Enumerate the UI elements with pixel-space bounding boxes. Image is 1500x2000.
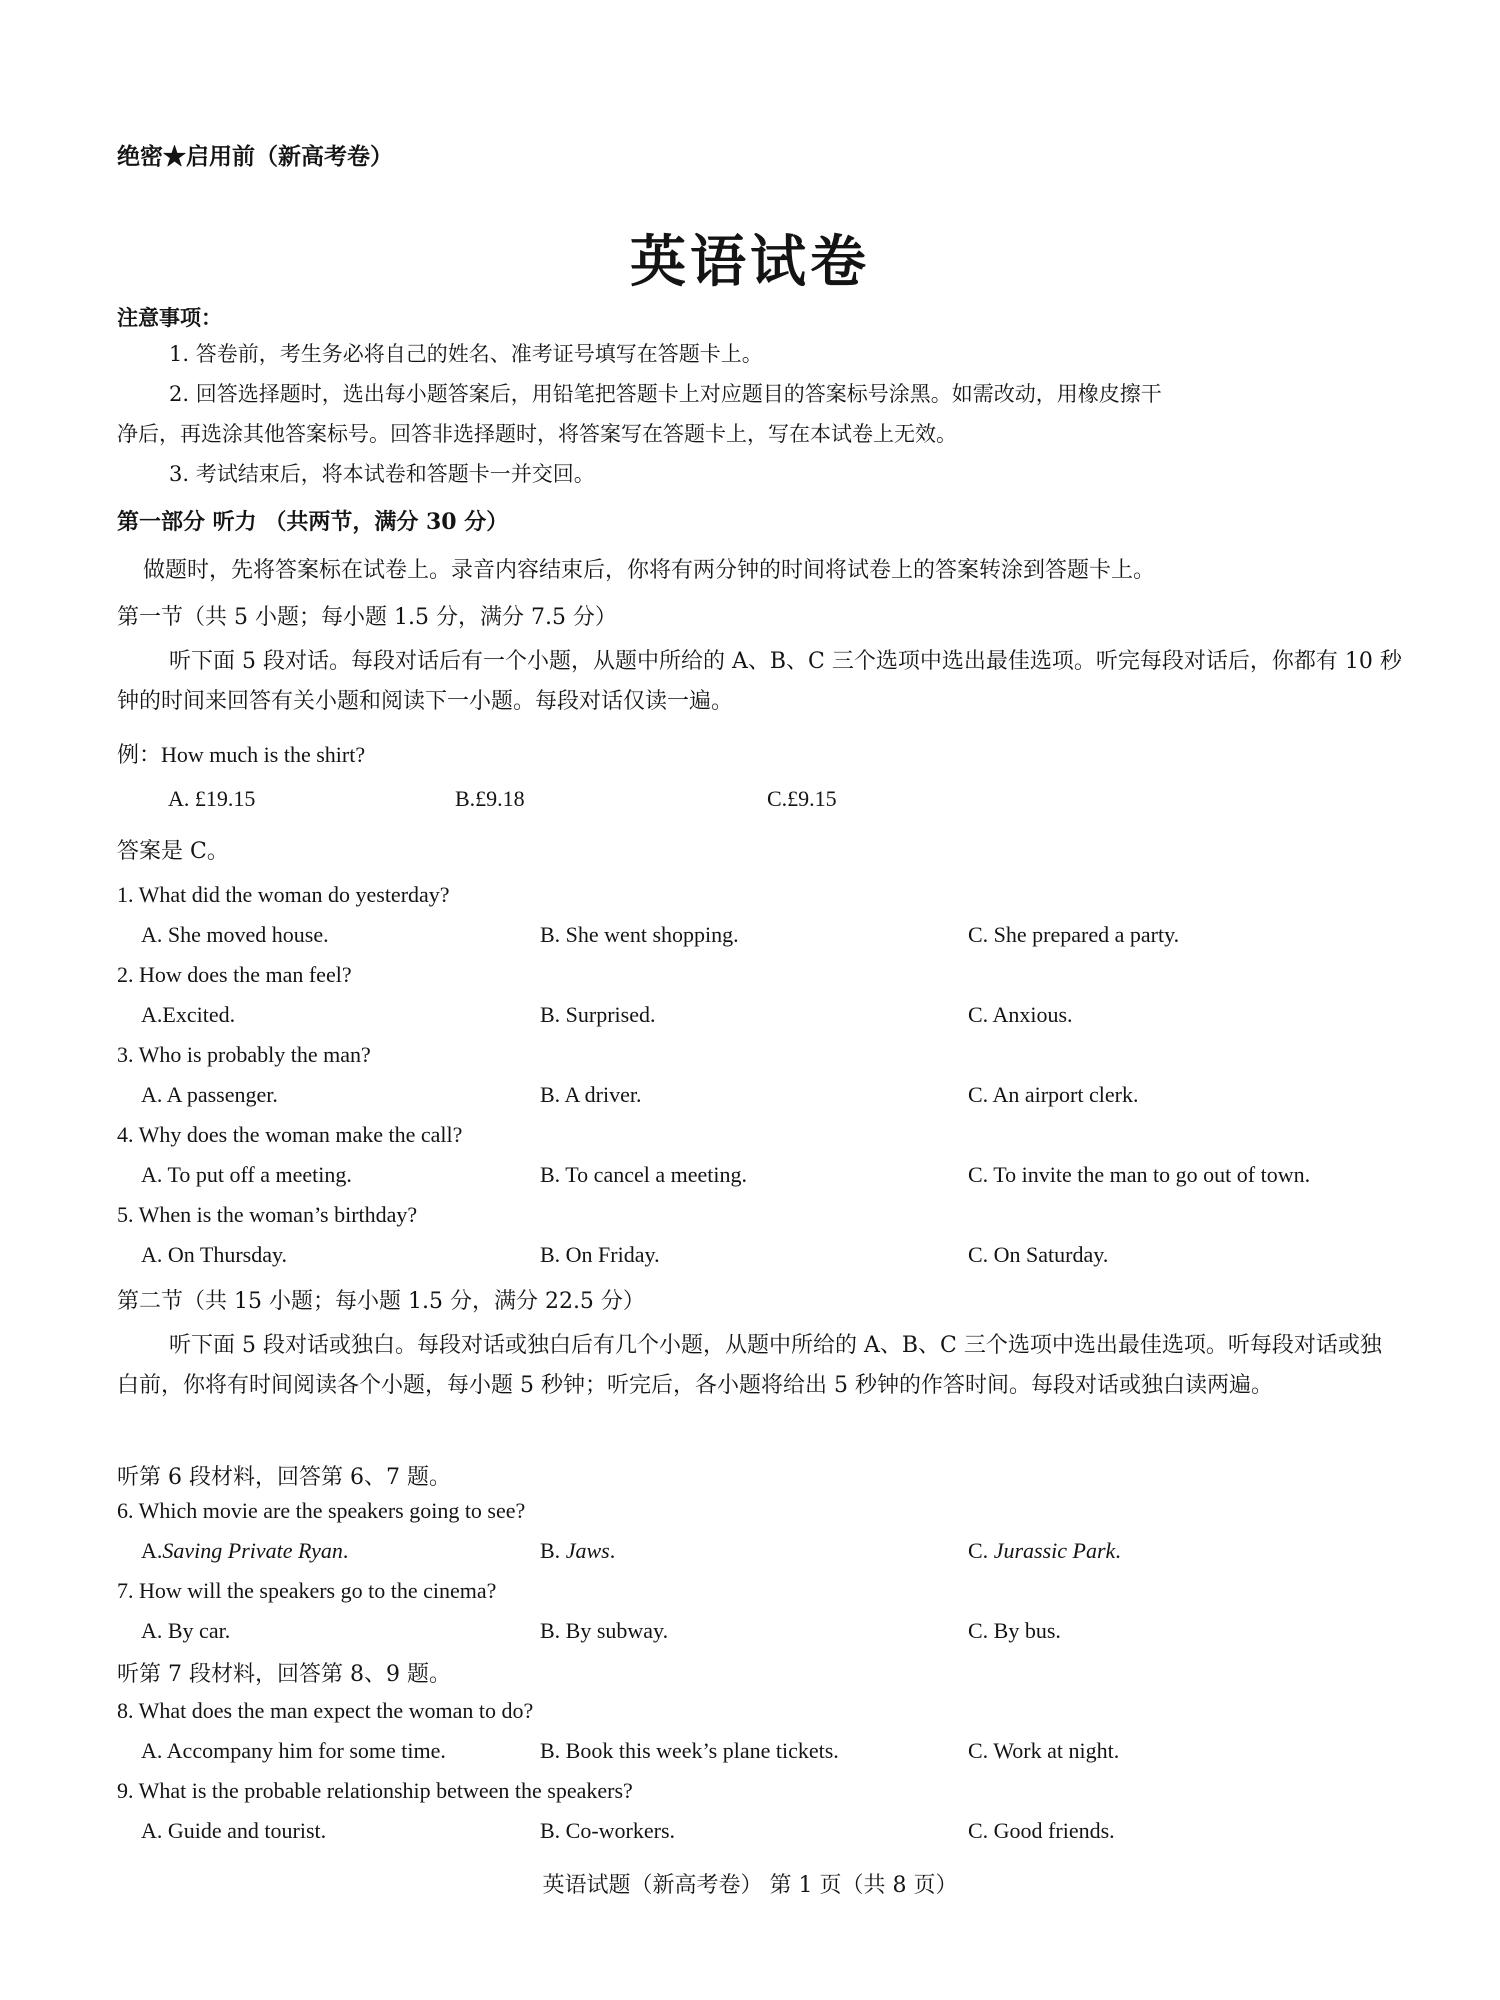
section2-heading: 第二节（共 15 小题；每小题 1.5 分，满分 22.5 分） [117,1289,645,1314]
q9-option-c: C. Good friends. [968,1818,1115,1843]
q1-option-a: A. She moved house. [141,922,329,947]
q5-option-b: B. On Friday. [540,1242,660,1267]
q1-option-c: C. She prepared a party. [968,922,1180,947]
q6-option-a-title: Saving Private Ryan [162,1538,343,1563]
q6-option-c-dot: . [1115,1538,1121,1563]
q6-option-a-prefix: A. [141,1538,163,1563]
q6-option-c [968,1538,1121,1564]
example-option-b: B.£9.18 [455,786,525,811]
q8-option-c: C. Work at night. [968,1738,1120,1763]
notes-heading: 注意事项： [117,305,222,330]
q3-option-a: A. A passenger. [141,1082,278,1107]
question-5: 5. When is the woman’s birthday? [117,1202,418,1227]
example-question [117,738,365,769]
q6-option-b-prefix: B. [540,1538,566,1563]
question-8: 8. What does the man expect the woman to do? [117,1698,534,1723]
q5-option-a: A. On Thursday. [141,1242,288,1267]
q8-option-a: A. Accompany him for some time. [141,1738,446,1763]
question-1: 1. What did the woman do yesterday? [117,882,450,907]
page-footer: 英语试题（新高考卷） 第 1 页（共 8 页） [542,1873,958,1898]
q6-option-b [540,1538,615,1564]
confidential-label: 绝密★启用前（新高考卷） [117,143,393,170]
q4-option-a: A. To put off a meeting. [141,1162,352,1187]
part1-instruction: 做题时，先将答案标在试卷上。录音内容结束后，你将有两分钟的时间将试卷上的答案转涂到答题卡上。 [143,558,1156,583]
question-6: 6. Which movie are the speakers going to see? [117,1498,526,1523]
q7-option-b: B. By subway. [540,1618,669,1643]
question-9: 9. What is the probable relationship between the speakers? [117,1778,633,1803]
part1-heading: 第一部分 听力 （共两节，满分 30 分） [117,509,509,535]
question-7: 7. How will the speakers go to the cinema? [117,1578,497,1603]
example-prefix: 例： [117,743,162,768]
q1-option-b: B. She went shopping. [540,922,739,947]
material-6-note: 听第 6 段材料，回答第 6、7 题。 [117,1465,451,1490]
note-item: 3. 考试结束后，将本试卷和答题卡一并交回。 [169,462,595,486]
example-question-text: How much is the shirt? [161,742,366,767]
question-3: 3. Who is probably the man? [117,1042,371,1067]
q6-option-b-dot: . [609,1538,616,1563]
q4-option-c: C. To invite the man to go out of town. [968,1162,1311,1187]
q6-option-c-title: Jurassic Park [993,1538,1116,1563]
note-item: 2. 回答选择题时，选出每小题答案后，用铅笔把答题卡上对应题目的答案标号涂黑。如需改动，用橡皮擦干 [169,382,1162,406]
q3-option-b: B. A driver. [540,1082,642,1107]
q6-option-b-title: Jaws [565,1538,610,1563]
q2-option-a: A.Excited. [141,1002,236,1027]
q8-option-b: B. Book this week’s plane tickets. [540,1738,839,1763]
q2-option-b: B. Surprised. [540,1002,656,1027]
q9-option-a: A. Guide and tourist. [141,1818,327,1843]
question-4: 4. Why does the woman make the call? [117,1122,463,1147]
q9-option-b: B. Co-workers. [540,1818,676,1843]
material-7-note: 听第 7 段材料，回答第 8、9 题。 [117,1662,451,1687]
q3-option-c: C. An airport clerk. [968,1082,1139,1107]
section2-instruction: 听下面 5 段对话或独白。每段对话或独白后有几个小题，从题中所给的 A、B、C 三个选项中选出最佳选项。听每段对话或独白前，你将有时间阅读各个小题，每小题 5 秒钟；听完后，各小题将给出 5 秒钟的作答时间。每段对话或独白读两遍。 [117,1333,1382,1398]
section1-instruction: 听下面 5 段对话。每段对话后有一个小题，从题中所给的 A、B、C 三个选项中选出最佳选项。听完每段对话后，你都有 10 秒钟的时间来回答有关小题和阅读下一小题。每段对话仅读一遍。 [117,649,1402,714]
q2-option-c: C. Anxious. [968,1002,1073,1027]
section1-heading: 第一节（共 5 小题；每小题 1.5 分，满分 7.5 分） [117,605,617,630]
q7-option-a: A. By car. [141,1618,231,1643]
q6-option-a [141,1538,348,1564]
note-item: 净后，再选涂其他答案标号。回答非选择题时，将答案写在答题卡上，写在本试卷上无效。 [117,422,957,446]
example-option-a: A. £19.15 [168,786,256,811]
q4-option-b: B. To cancel a meeting. [540,1162,747,1187]
page-title: 英语试卷 [630,229,870,295]
q7-option-c: C. By bus. [968,1618,1061,1643]
question-2: 2. How does the man feel? [117,962,352,987]
q5-option-c: C. On Saturday. [968,1242,1109,1267]
example-answer: 答案是 C。 [117,839,229,864]
q6-option-a-dot: . [342,1538,349,1563]
note-item: 1. 答卷前，考生务必将自己的姓名、准考证号填写在答题卡上。 [169,342,763,366]
example-option-c: C.£9.15 [767,786,837,811]
q6-option-c-prefix: C. [968,1538,994,1563]
